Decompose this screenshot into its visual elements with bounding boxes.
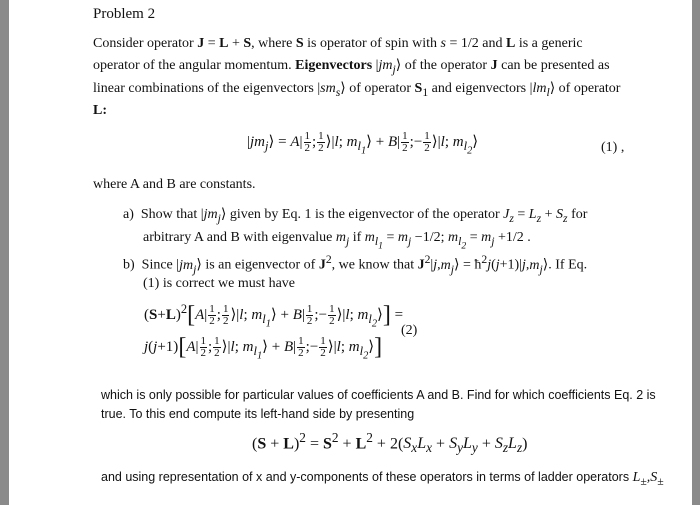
intro-line-2: operator of the angular momentum. Eigenvectors $|jm_j⟩$ of the operator J can be presented as (93, 58, 610, 76)
paragraph-2-line-2: true. To this end compute its left-hand side by presenting (101, 407, 415, 421)
left-page-border (0, 0, 9, 505)
part-a-line-1: a) Show that $|jm_j⟩$ given by Eq. 1 is the eigenvector of the operator $J_z = L_z + S_z$ for (123, 207, 588, 225)
equation-2-left: $(S+L)^2[A|$ $\frac{1}{2}$ ; $\frac{1}{2}$ ⟩|l; $m_{l_1}⟩ + B|$ $\frac{1}{2}$ ;− $\frac{1}{2}$ ⟩|l; $m_{l_2}⟩$] = (144, 302, 404, 330)
equation-2-number: (2) (401, 323, 418, 338)
part-b-line-2: (1) is correct we must have (143, 276, 295, 291)
equation-1-number: (1) , (601, 140, 625, 155)
part-b-line-1: b) Since $|jm_j⟩$ is an eigenvector of $J^2$, we know that $J^2|j,m_j⟩$ = $ħ^2j(j+1)|j,m_j⟩$. If Eq. (123, 253, 588, 276)
where-line: where A and B are constants. (93, 177, 256, 192)
equation-1: $|jm_j⟩ = A|$ $\frac{1}{2}$ ; $\frac{1}{2}$ ⟩|l; $m_{l_1}⟩ + B|$ $\frac{1}{2}$ ;− $\frac{1}{2}$ ⟩|l; $m_{l_2}⟩$ (247, 130, 479, 157)
paragraph-2-line-1: which is only possible for particular values of coefficients A and B. Find for which coefficients Eq. 2 is (101, 388, 656, 402)
equation-2-right: j(j+1)[A| $\frac{1}{2}$ ; $\frac{1}{2}$ ⟩|l; $m_{l_1}⟩ + B|$ $\frac{1}{2}$ ;− $\frac{1}{2}$ ⟩|l; $m_{l_2}⟩$] (144, 333, 383, 362)
intro-line-4: L: (93, 103, 107, 118)
equation-3: $(S + L)^2 = S^2 + L^2 + 2(S_xL_x + S_yL_y + S_zL_z)$ (252, 430, 528, 456)
problem-title: Problem 2 (93, 6, 156, 22)
intro-line-1: Consider operator J = L + S, where S is operator of spin with s = 1/2 and L is a generic (93, 36, 583, 51)
final-line: and using representation of x and y-components of these operators in terms of ladder operators $L_\pm,S_\pm$ (101, 470, 664, 488)
document-page (9, 0, 692, 505)
intro-line-3: linear combinations of the eigenvectors $|sm_s⟩$ of operator $S_1$ and eigenvectors $|lm_l⟩$ of operator (93, 81, 621, 99)
part-a-line-2: arbitrary A and B with eigenvalue $m_j$ if $m_{l_1} = m_j -1/2$; $m_{l_2} = m_j +1/2$ . (143, 230, 531, 252)
right-page-border (692, 0, 700, 505)
